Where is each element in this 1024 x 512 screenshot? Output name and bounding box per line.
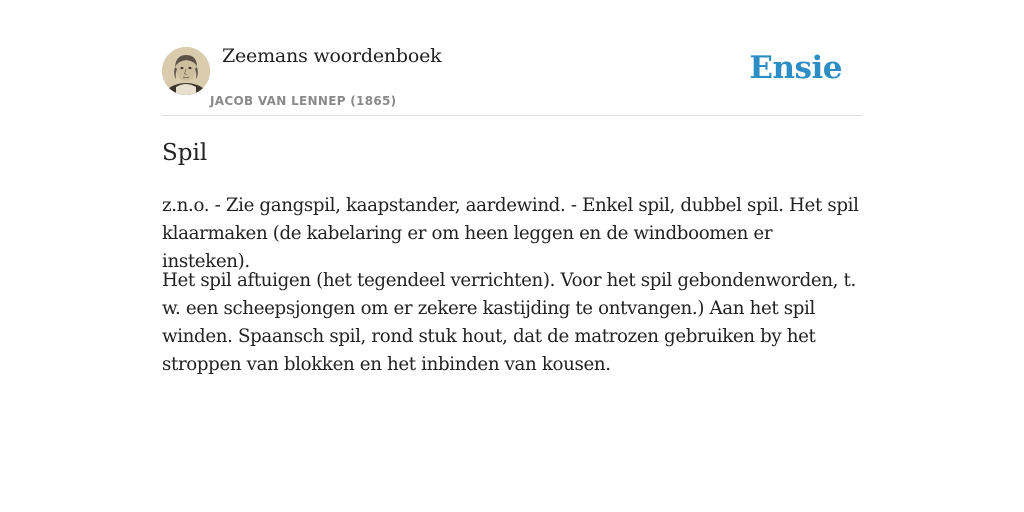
- dictionary-title[interactable]: Zeemans woordenboek: [222, 45, 442, 67]
- dictionary-header: [162, 0, 862, 116]
- ensie-logo[interactable]: Ensie: [749, 50, 842, 86]
- entry-paragraph-1: z.n.o. - Zie gangspil, kaapstander, aardewind. - Enkel spil, dubbel spil. Het spil klaarmaken (de kabelaring er om heen leggen en de windboomen er insteken).: [162, 195, 859, 272]
- entry-card: [162, 0, 862, 375]
- entry-title: Spil: [162, 140, 208, 166]
- author-portrait-icon[interactable]: [162, 47, 210, 95]
- dictionary-author[interactable]: JACOB VAN LENNEP (1865): [210, 94, 397, 108]
- entry-paragraph-2: Het spil aftuigen (het tegendeel verrichten). Voor het spil gebondenworden, t. w. een scheepsjongen om er zekere kastijding te ontvangen.) Aan het spil winden. Spaansch spil, rond stuk hout, dat de matrozen gebruiken by het stroppen van blokken en het inbinden van kousen.: [162, 270, 856, 375]
